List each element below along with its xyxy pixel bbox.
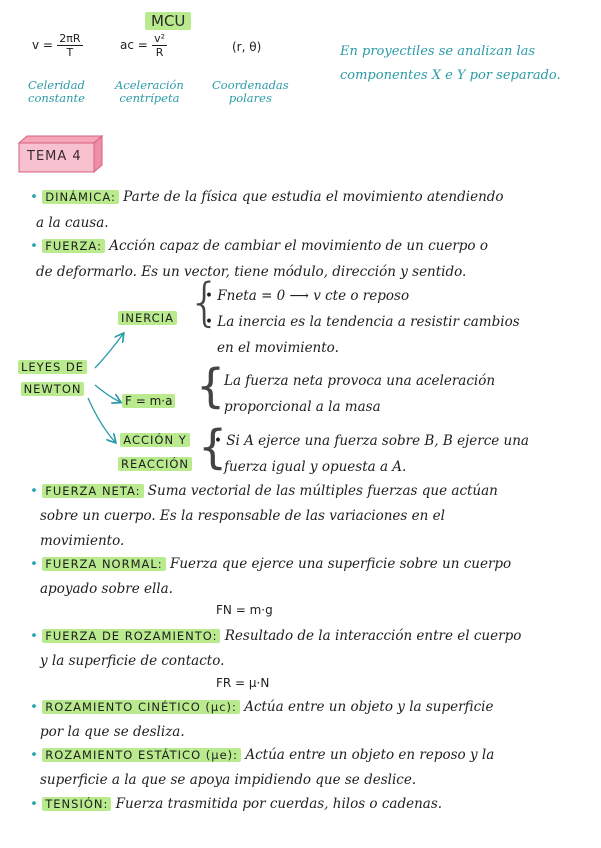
bullet: • bbox=[30, 189, 38, 205]
fuerza-neta-line-2: sobre un cuerpo. Es la responsable de las variaciones en el bbox=[40, 508, 445, 524]
caption-centripetal-2: centrípeta bbox=[119, 91, 180, 105]
estatico-line-2: superficie a la que se apoya impidiendo que se deslice. bbox=[40, 772, 417, 788]
rozamiento-line-1 bbox=[30, 624, 521, 649]
fma-label bbox=[122, 393, 175, 409]
cinetico-text-1: Actúa entre un objeto y la superficie bbox=[239, 699, 494, 715]
tema-label: TEMA 4 bbox=[27, 149, 82, 164]
ac-num: v² bbox=[154, 32, 166, 45]
bullet: • bbox=[30, 628, 38, 644]
dinamica-term: DINÁMICA: bbox=[42, 190, 119, 204]
ac-lhs: ac = bbox=[120, 38, 148, 52]
inercia-term: INERCIA bbox=[118, 311, 177, 325]
tension-term: TENSIÓN: bbox=[42, 797, 111, 811]
bullet: • bbox=[30, 747, 38, 763]
fuerza-normal-line-2: apoyado sobre ella. bbox=[40, 581, 173, 597]
accion-line-1: ACCIÓN Y bbox=[120, 433, 189, 447]
dinamica-line-2: a la causa. bbox=[36, 215, 109, 231]
inercia-bullet-2: • La inercia es la tendencia a resistir cambios bbox=[205, 314, 520, 330]
tension-block bbox=[30, 792, 442, 817]
cinetico-term: ROZAMIENTO CINÉTICO (μc): bbox=[42, 700, 240, 714]
bullet: • bbox=[30, 699, 38, 715]
bullet: • bbox=[30, 238, 38, 254]
ac-den: R bbox=[155, 46, 164, 59]
accion-label bbox=[118, 428, 192, 476]
fuerza-normal-line-1 bbox=[30, 552, 511, 577]
accion-line-2: REACCIÓN bbox=[118, 457, 192, 471]
fma-line-2: proporcional a la masa bbox=[224, 399, 381, 415]
fma-term: F = m·a bbox=[122, 394, 175, 408]
caption-centripetal-1: Aceleración bbox=[115, 78, 184, 92]
projectile-note-line-1: En proyectiles se analizan las bbox=[340, 44, 536, 59]
inercia-details bbox=[205, 283, 520, 361]
arrow-to-accion bbox=[88, 398, 115, 442]
tension-line-1 bbox=[30, 792, 442, 817]
bullet: • bbox=[30, 483, 38, 499]
fma-details bbox=[224, 368, 495, 420]
cinetico-line-1 bbox=[30, 695, 493, 720]
cinetico-line-2: por la que se desliza. bbox=[40, 724, 185, 740]
leyes-newton-label bbox=[18, 356, 87, 400]
fuerza-neta-line-1 bbox=[30, 479, 498, 504]
v-lhs: v = bbox=[32, 38, 53, 52]
fuerza-normal-text-1: Fuerza que ejerce una superficie sobre un cuerpo bbox=[165, 556, 512, 572]
tension-text-1: Fuerza trasmitida por cuerdas, hilos o cadenas. bbox=[111, 796, 443, 812]
estatico-term: ROZAMIENTO ESTÁTICO (μe): bbox=[42, 748, 241, 762]
fma-brace: { bbox=[196, 359, 226, 413]
estatico-line-1 bbox=[30, 743, 494, 768]
fuerza-neta-text-1: Suma vectorial de las múltiples fuerzas que actúan bbox=[143, 483, 498, 499]
v-den: T bbox=[66, 46, 74, 59]
v-num: 2πR bbox=[59, 32, 81, 45]
dinamica-text-1: Parte de la física que estudia el movimiento atendiendo bbox=[118, 189, 504, 205]
caption-polar-2: polares bbox=[228, 91, 272, 105]
fuerza-normal-term: FUERZA NORMAL: bbox=[42, 557, 165, 571]
fma-line-1: La fuerza neta provoca una aceleración bbox=[224, 373, 496, 389]
fuerza-text-1: Acción capaz de cambiar el movimiento de un cuerpo o bbox=[104, 238, 488, 254]
caption-celerity-1: Celeridad bbox=[28, 78, 85, 92]
arrow-to-inercia bbox=[95, 334, 123, 368]
mcu-title-text: MCU bbox=[145, 12, 191, 30]
arrow-to-fma bbox=[95, 385, 120, 402]
cinetico-block bbox=[30, 695, 493, 745]
rozamiento-term: FUERZA DE ROZAMIENTO: bbox=[42, 629, 220, 643]
fuerza-term: FUERZA: bbox=[42, 239, 105, 253]
bullet: • bbox=[30, 796, 38, 812]
accion-line-text-1: • Si A ejerce una fuerza sobre B, B ejerce una bbox=[214, 433, 529, 449]
rozamiento-block bbox=[30, 624, 521, 674]
estatico-text-1: Actúa entre un objeto en reposo y la bbox=[241, 747, 495, 763]
estatico-block bbox=[30, 743, 494, 793]
polar-coords: (r, θ) bbox=[232, 40, 262, 54]
rozamiento-formula: FR = μ·N bbox=[216, 676, 270, 690]
inercia-bullet-1: • Fneta = 0 ⟶ v cte o reposo bbox=[205, 288, 410, 304]
caption-celerity-2: constante bbox=[28, 91, 85, 105]
inercia-bullet-2-cont: en el movimiento. bbox=[217, 340, 339, 356]
fuerza-normal-block bbox=[30, 552, 511, 602]
fuerza-neta-line-3: movimiento. bbox=[40, 533, 125, 549]
rozamiento-line-2: y la superficie de contacto. bbox=[40, 653, 225, 669]
projectile-note-line-2: componentes X e Y por separado. bbox=[340, 68, 561, 83]
accion-line-text-2: fuerza igual y opuesta a A. bbox=[224, 459, 407, 475]
accion-brace: { bbox=[198, 420, 228, 474]
leyes-newton-line-2: NEWTON bbox=[21, 382, 85, 396]
accion-details bbox=[214, 428, 529, 480]
inercia-label bbox=[118, 310, 177, 326]
fuerza-neta-block bbox=[30, 479, 498, 554]
caption-polar-1: Coordenadas bbox=[212, 78, 289, 92]
rozamiento-text-1: Resultado de la interacción entre el cuerpo bbox=[220, 628, 522, 644]
normal-formula: FN = m·g bbox=[216, 603, 273, 617]
fuerza-neta-term: FUERZA NETA: bbox=[42, 484, 143, 498]
leyes-newton-line-1: LEYES DE bbox=[18, 360, 87, 374]
fuerza-line-2: de deformarlo. Es un vector, tiene módulo, dirección y sentido. bbox=[36, 264, 467, 280]
inercia-brace: { bbox=[188, 273, 222, 333]
bullet: • bbox=[30, 556, 38, 572]
